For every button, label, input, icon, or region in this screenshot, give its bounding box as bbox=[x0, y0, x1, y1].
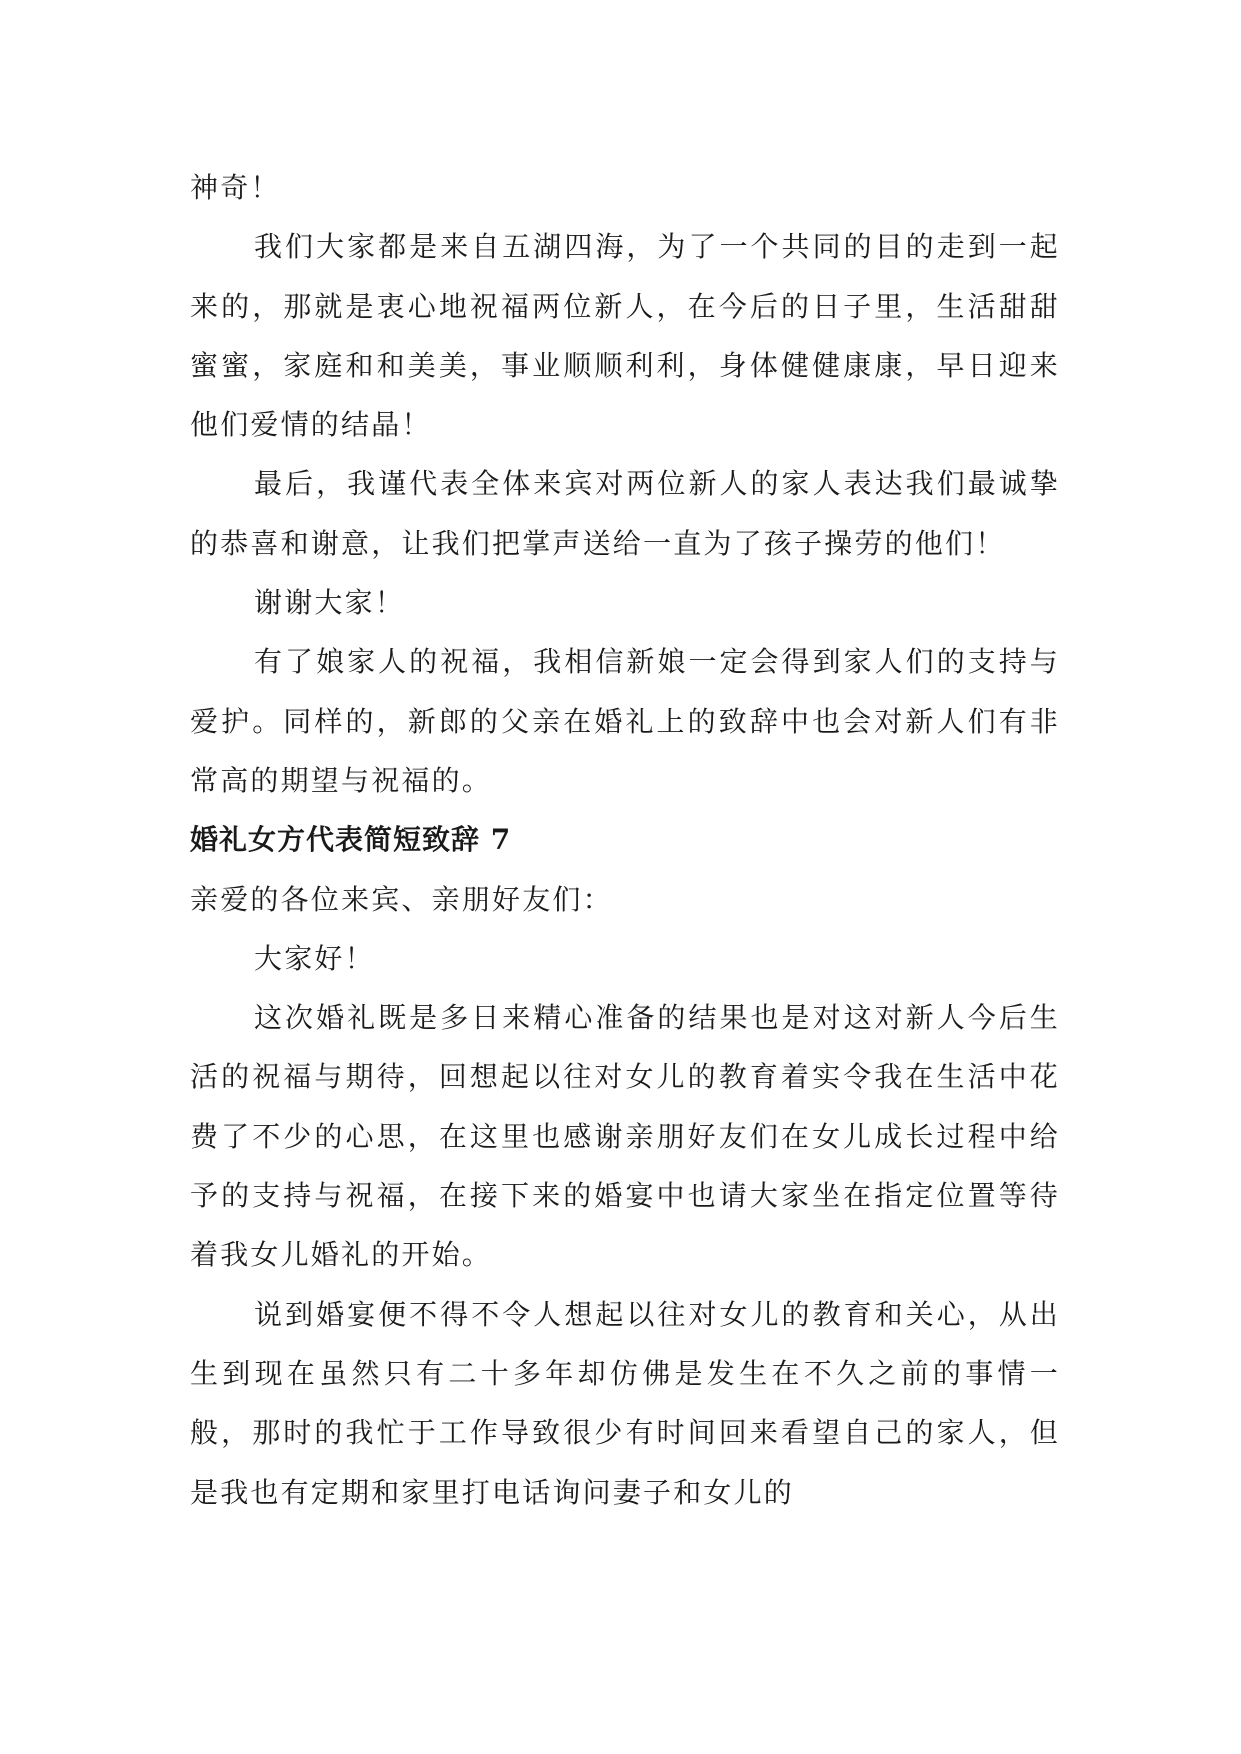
paragraph-memories: 说到婚宴便不得不令人想起以往对女儿的教育和关心，从出生到现在虽然只有二十多年却仿佛是发生在不久之前的事情一般，那时的我忙于工作导致很少有时间回来看望自己的家人，但是我也有定期和家里打电话询问妻子和女儿的 bbox=[190, 1297, 1060, 1509]
paragraph-thank-you: 谢谢大家！ bbox=[254, 586, 406, 620]
section-heading: 婚礼女方代表简短致辞 7 bbox=[190, 823, 512, 857]
paragraph-thanks-family: 最后，我谨代表全体来宾对两位新人的家人表达我们最诚挚的恭喜和谢意，让我们把掌声送给一直为了孩子操劳的他们！ bbox=[190, 467, 1060, 560]
paragraph-wedding-intro: 这次婚礼既是多日来精心准备的结果也是对这对新人今后生活的祝福与期待，回想起以往对女儿的教育着实令我在生活中花费了不少的心思，在这里也感谢亲朋好友们在女儿成长过程中给予的支持与祝福，在接下来的婚宴中也请大家坐在指定位置等待着我女儿婚礼的开始。 bbox=[190, 1001, 1060, 1272]
paragraph-blessing: 我们大家都是来自五湖四海，为了一个共同的目的走到一起来的，那就是衷心地祝福两位新人，在今后的日子里，生活甜甜蜜蜜，家庭和和美美，事业顺顺利利，身体健健康康，早日迎来他们爱情的结晶！ bbox=[190, 230, 1060, 442]
paragraph-continuation: 神奇！ bbox=[190, 171, 281, 204]
paragraph-transition: 有了娘家人的祝福，我相信新娘一定会得到家人们的支持与爱护。同样的，新郎的父亲在婚礼上的致辞中也会对新人们有非常高的期望与祝福的。 bbox=[190, 645, 1060, 797]
greeting: 大家好！ bbox=[254, 941, 375, 975]
salutation: 亲爱的各位来宾、亲朋好友们： bbox=[190, 882, 613, 916]
document-body bbox=[190, 158, 1060, 1522]
